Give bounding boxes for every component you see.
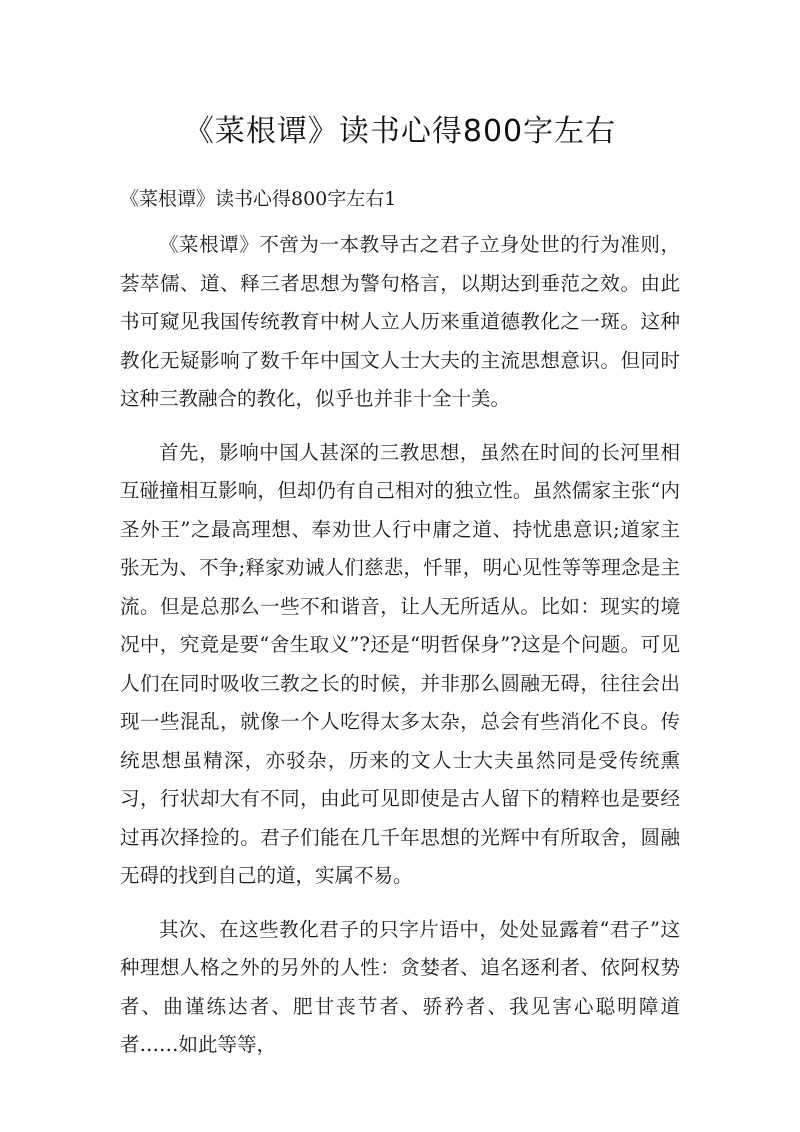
paragraph-2: 首先，影响中国人甚深的三教思想，虽然在时间的长河里相互碰撞相互影响，但却仍有自己相对的独立性。虽然儒家主张“内圣外王”之最高理想、奉劝世人行中庸之道、持忧患意识;道家主张无为、不争;释家劝诫人们慈悲，忏罪，明心见性等等理念是主流。但是总那么一些不和谐音，让人无所适从。比如：现实的境况中，究竟是要“舍生取义”?还是“明哲保身”?这是个问题。可见人们在同时吸收三教之长的时候，并非那么圆融无碍，往往会出现一些混乱，就像一个人吃得太多太杂，总会有些消化不良。传统思想虽精深，亦驳杂，历来的文人士大夫虽然同是受传统熏习，行状却大有不同，由此可见即使是古人留下的精粹也是要经过再次择捡的。君子们能在几千年思想的光辉中有所取舍，圆融无碍的找到自己的道，实属不易。 [120, 440, 680, 887]
paragraph-1: 《菜根谭》不啻为一本教导古之君子立身处世的行为准则，荟萃儒、道、释三者思想为警句格言，以期达到垂范之效。由此书可窥见我国传统教育中树人立人历来重道德教化之一斑。这种教化无疑影响了数千年中国文人士大夫的主流思想意识。但同时这种三教融合的教化，似乎也并非十全十美。 [120, 233, 680, 410]
paragraph-3: 其次、在这些教化君子的只字片语中，处处显露着“君子”这种理想人格之外的另外的人性：贪婪者、追名逐利者、依阿权势者、曲谨练达者、肥甘丧节者、骄矜者、我见害心聪明障道者……如此等等， [120, 917, 680, 1056]
section-heading: 《菜根谭》读书心得800字左右1 [120, 188, 397, 210]
document-title: 《菜根谭》读书心得800字左右 [183, 114, 617, 149]
document-body [120, 226, 680, 1080]
